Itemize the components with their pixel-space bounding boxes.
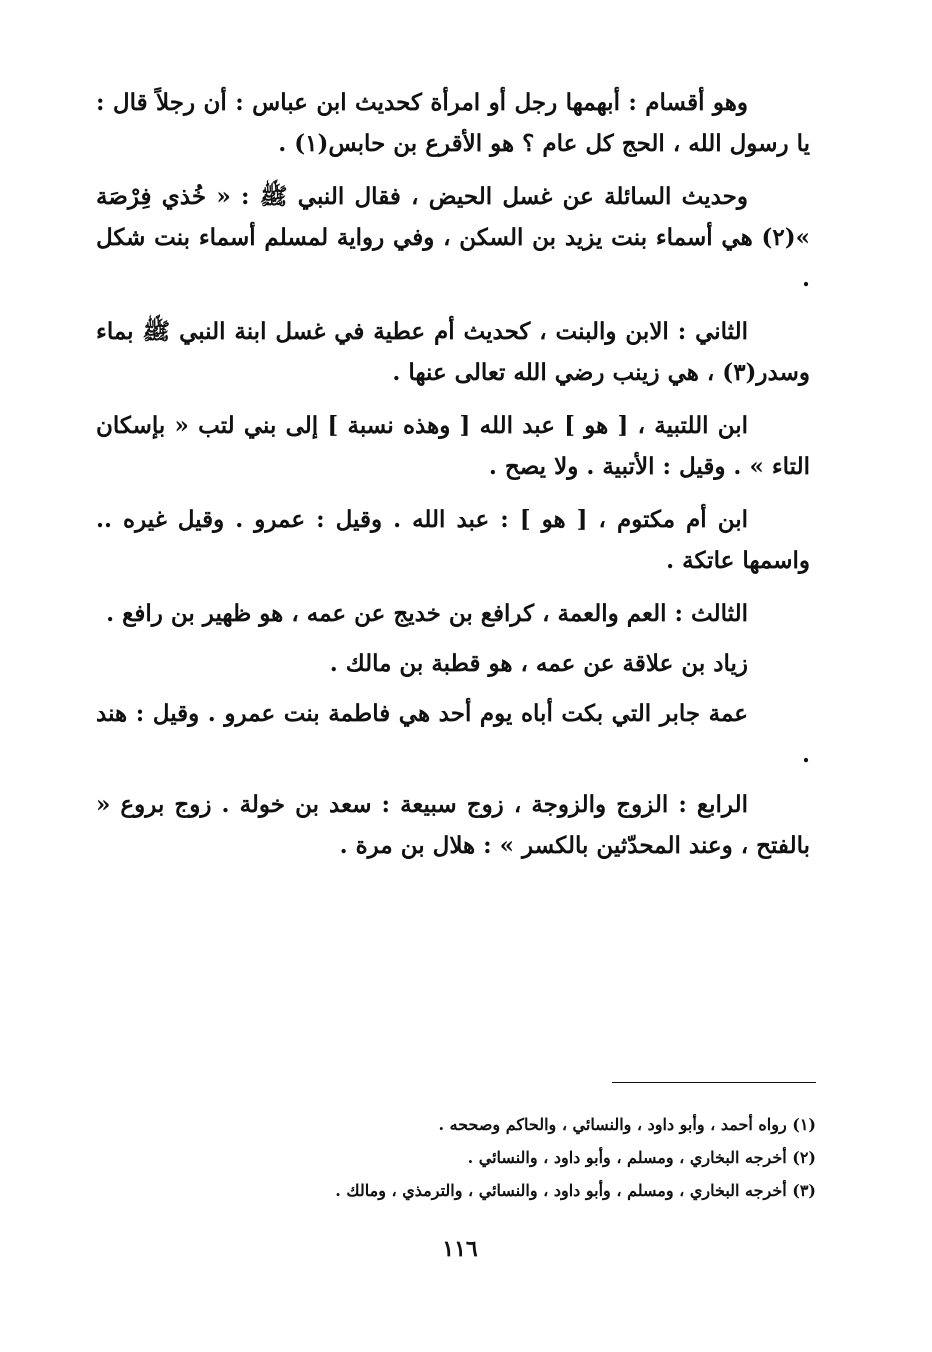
paragraph-5: ابن أم مكتوم ، [ هو ] : عبد الله . وقيل : عمرو . وقيل غيره .. واسمها عاتكة . <box>96 506 810 574</box>
footnote-divider <box>612 1082 816 1083</box>
paragraph-4: ابن اللتبية ، [ هو ] عبد الله [ وهذه نسبة ] إلى بني لتب « بإسكان التاء » . وقيل : الأتبية . ولا يصح . <box>96 412 810 480</box>
paragraph-9: الرابع : الزوج والزوجة ، زوج سبيعة : سعد بن خولة . زوج بروع « بالفتح ، وعند المحدّثين بالكسر » : هلال بن مرة . <box>96 791 810 859</box>
footnote-3: (٣) أخرجه البخاري ، ومسلم ، وأبو داود ، والنسائي ، والترمذي ، ومالك . <box>335 1181 816 1200</box>
paragraph-2: وحديث السائلة عن غسل الحيض ، فقال النبي ﷺ : « خُذي فِرْصَة »(٢) هي أسماء بنت يزيد بن السكن ، وفي رواية لمسلم أسماء بنت شكل . <box>96 183 810 292</box>
footnotes <box>200 1108 816 1207</box>
paragraph-8: عمة جابر التي بكت أباه يوم أحد هي فاطمة بنت عمرو . وقيل : هند . <box>96 700 810 768</box>
paragraph-3: الثاني : الابن والبنت ، كحديث أم عطية في غسل ابنة النبي ﷺ بماء وسدر(٣) ، هي زينب رضي الله تعالى عنها . <box>96 318 810 386</box>
page-number: ١١٦ <box>442 1236 478 1262</box>
paragraph-6: الثالث : العم والعمة ، كرافع بن خديج عن عمه ، هو ظهير بن رافع . <box>106 600 748 627</box>
footnote-1: (١) رواه أحمد ، وأبو داود ، والنسائي ، والحاكم وصححه . <box>438 1115 816 1134</box>
footnote-2: (٢) أخرجه البخاري ، ومسلم ، وأبو داود ، والنسائي . <box>467 1148 816 1167</box>
paragraph-7: زياد بن علاقة عن عمه ، هو قطبة بن مالك . <box>329 650 748 677</box>
main-text <box>96 82 810 878</box>
paragraph-1: وهو أقسام : أبهمها رجل أو امرأة كحديث ابن عباس : أن رجلاً قال : يا رسول الله ، الحج كل عام ؟ هو الأقرع بن حابس(١) . <box>96 89 810 157</box>
